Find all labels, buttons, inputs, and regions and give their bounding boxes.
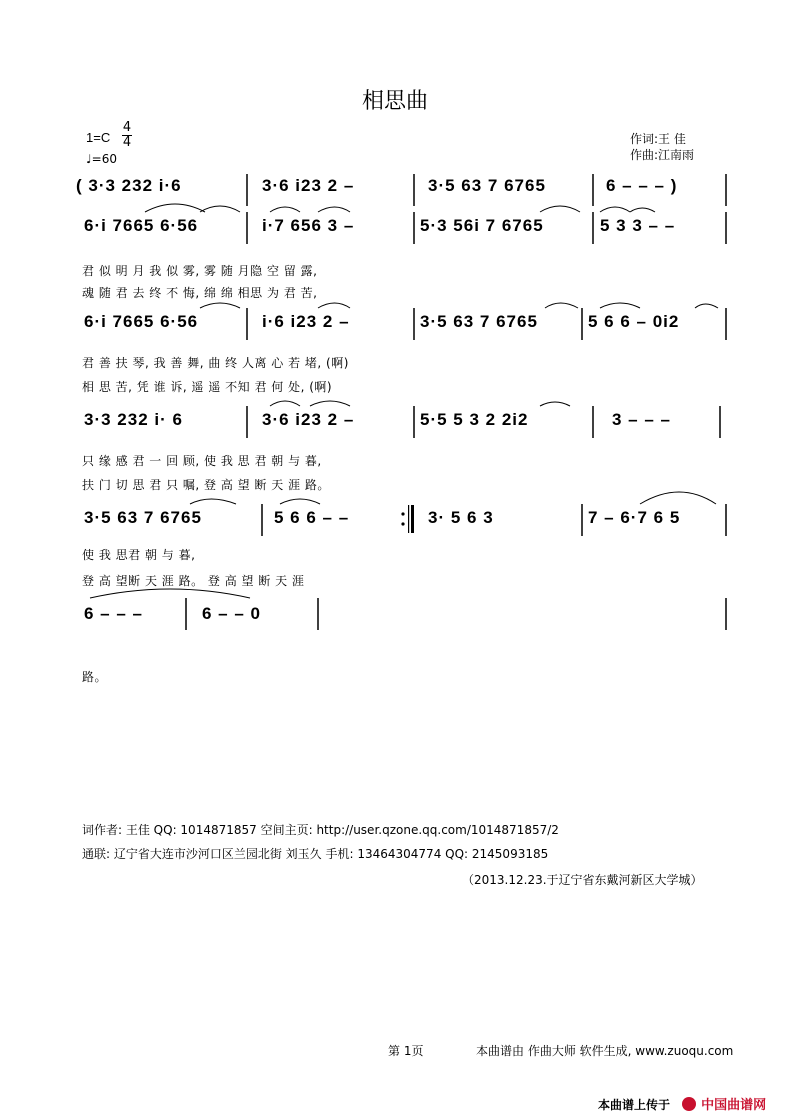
measure: i·7 656 3 –	[262, 216, 355, 235]
measure: ( 3·3 232 i·6	[76, 176, 182, 195]
author-contact-line: 词作者: 王佳 QQ: 1014871857 空间主页: http://user.qzone.qq.com/1014871857/2	[82, 823, 559, 837]
measure: 5·3 56i 7 6765	[420, 216, 544, 235]
lyricist-credit: 作词:王 佳	[630, 132, 686, 146]
site-name: 中国曲谱网	[701, 1098, 767, 1113]
measure: 3·6 i23 2 –	[262, 410, 355, 429]
measure: 3 – – –	[612, 410, 671, 429]
measure: 6·i 7665 6·56	[84, 216, 199, 235]
lyric-line: 使 我 思君 朝 与 暮,	[82, 548, 196, 562]
lyric-line: 扶 门 切 思 君 只 嘱, 登 高 望 断 天 涯 路。	[82, 478, 330, 492]
measure: 3·5 63 7 6765	[84, 508, 202, 527]
date-place-line: （2013.12.23.于辽宁省东戴河新区大学城）	[462, 873, 703, 887]
lyric-line: 相 思 苦, 凭 谁 诉, 遥 遥 不知 君 何 处, (啊)	[82, 380, 333, 394]
measure: 5 6 6 – –	[274, 508, 350, 527]
page-number: 第 1页	[388, 1044, 424, 1058]
upload-label: 本曲谱上传于	[598, 1098, 671, 1112]
measure: 3·5 63 7 6765	[428, 176, 546, 195]
address-contact-line: 通联: 辽宁省大连市沙河口区兰园北街 刘玉久 手机: 13464304774 QQ: 2145093185	[82, 847, 549, 861]
tempo-value: =60	[91, 152, 117, 166]
lyric-line: 君 似 明 月 我 似 雾, 雾 随 月隐 空 留 露,	[82, 264, 318, 278]
time-numerator: 4	[122, 120, 132, 135]
bar-lines	[186, 174, 726, 630]
measure: 6 – – 0	[202, 604, 261, 623]
measure: 3·5 63 7 6765	[420, 312, 538, 331]
measure: 6·i 7665 6·56	[84, 312, 199, 331]
measure: 5 3 3 – –	[600, 216, 676, 235]
lyric-line: 只 缘 感 君 一 回 顾, 使 我 思 君 朝 与 暮,	[82, 454, 322, 468]
measure: 6 – – –	[84, 604, 143, 623]
measure: 3· 5 6 3	[428, 508, 494, 527]
generator-credit: 本曲谱由 作曲大师 软件生成, www.zuoqu.com	[476, 1044, 734, 1058]
measure: 3·3 232 i· 6	[84, 410, 183, 429]
lyric-line: 君 善 扶 琴, 我 善 舞, 曲 终 人离 心 若 堵, (啊)	[82, 356, 349, 370]
time-denominator: 4	[122, 135, 132, 150]
quarter-note-icon: ♩	[86, 152, 92, 166]
song-title: 相思曲	[361, 89, 428, 114]
measure: 6 – – – )	[606, 176, 678, 195]
measure: 5 6 6 – 0i2	[588, 312, 680, 331]
measure: 5·5 5 3 2 2i2	[420, 410, 529, 429]
repeat-sign	[401, 505, 414, 533]
lyric-line: 魂 随 君 去 终 不 悔, 绵 绵 相思 为 君 苦,	[82, 286, 318, 300]
measure: 7 – 6·7 6 5	[588, 508, 681, 527]
key-signature: 1=C	[86, 130, 111, 145]
site-logo	[682, 1093, 782, 1113]
lyric-line: 路。	[82, 670, 108, 684]
logo-icon	[682, 1097, 696, 1111]
composer-credit: 作曲:江南雨	[630, 148, 695, 162]
measure: i·6 i23 2 –	[262, 312, 350, 331]
measure: 3·6 i23 2 –	[262, 176, 355, 195]
lyric-line: 登 高 望断 天 涯 路。 登 高 望 断 天 涯	[82, 574, 305, 588]
